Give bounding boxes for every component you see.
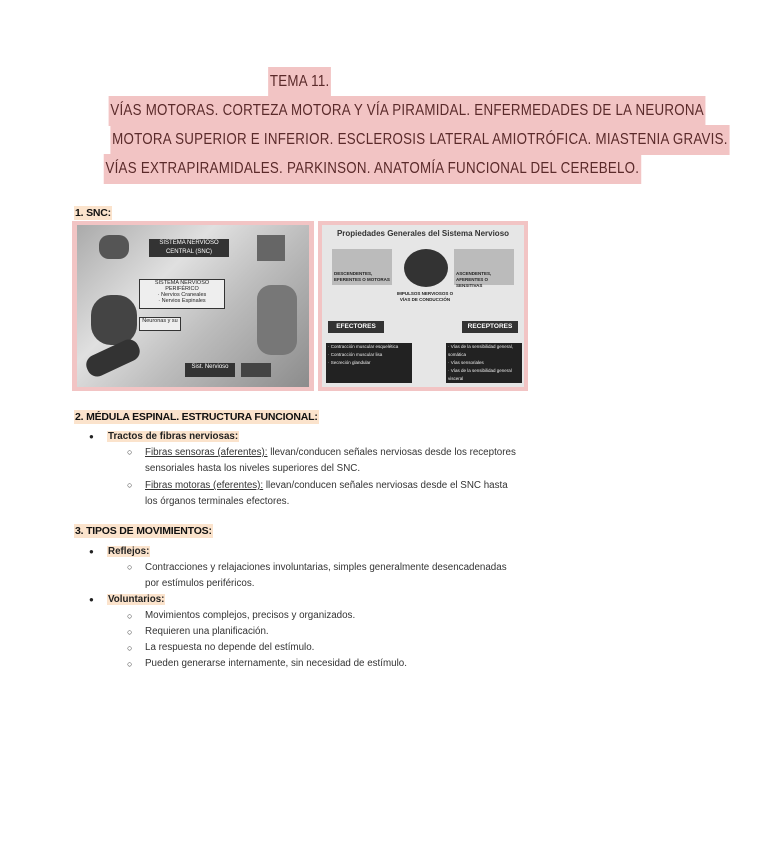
re-item-1: · Vías de la sensibilidad general, somática [448, 344, 514, 357]
descending-label: DESCENDENTES, EFERENTES O MOTORAS [334, 271, 390, 282]
spinal-illustration [257, 235, 285, 261]
reflejos-label: Reflejos: [108, 546, 150, 557]
impulses-label: IMPULSOS NERVIOSOS O VÍAS DE CONDUCCIÓN [396, 291, 454, 302]
eferentes-text-1: llevan/conducen señales nerviosas desde el SNC hasta [263, 480, 508, 491]
brain-icon [404, 249, 448, 287]
brain-illustration [99, 235, 129, 259]
list-item-eferentes [145, 478, 527, 510]
aferentes-text-1: llevan/conducen señales nerviosas desde los receptores [267, 447, 516, 458]
list-item-voluntarios-1: Movimientos complejos, precisos y organizados. [145, 610, 356, 621]
snp-box [139, 279, 225, 309]
list-item-voluntarios [107, 592, 165, 608]
diagram-heading: Propiedades Generales del Sistema Nervioso [336, 229, 510, 238]
circle-bullet-icon: ○ [127, 659, 133, 669]
reflejos-text-2: por estímulos periféricos. [145, 578, 255, 589]
body-illustration [257, 285, 297, 355]
title-line-2: VÍAS MOTORAS. CORTEZA MOTORA Y VÍA PIRAMIDAL. ENFERMEDADES DE LA NEURONA [109, 96, 706, 126]
aferentes-head: Fibras sensoras (aferentes): [145, 447, 268, 458]
receptores-list [446, 343, 522, 383]
neuron-illustration [91, 295, 137, 345]
section-heading-snc: 1. SNC: [75, 207, 111, 219]
aferentes-text-2: sensoriales hasta los niveles superiores del SNC. [145, 463, 361, 474]
bullet-icon: ● [89, 432, 94, 441]
eferentes-head: Fibras motoras (eferentes): [145, 480, 264, 491]
circle-bullet-icon: ○ [127, 611, 133, 621]
circle-bullet-icon: ○ [127, 562, 133, 572]
circle-bullet-icon: ○ [127, 447, 133, 457]
snp-sub1: · Nervios Craneales [157, 292, 207, 298]
snc-images [72, 221, 528, 393]
bottom-box-2 [241, 363, 271, 377]
circle-bullet-icon: ○ [127, 643, 133, 653]
section-heading-movimientos: 3. TIPOS DE MOVIMIENTOS: [75, 525, 212, 537]
ef-item-3: · Secreción glandular [328, 360, 371, 365]
section-heading-medula: 2. MÉDULA ESPINAL. ESTRUCTURA FUNCIONAL: [75, 411, 318, 423]
nervous-system-diagram [72, 221, 314, 391]
re-item-3: · Vías de la sensibilidad general visceral [448, 368, 512, 381]
title-line-1: TEMA 11. [268, 67, 331, 97]
circle-bullet-icon: ○ [127, 480, 133, 490]
circle-bullet-icon: ○ [127, 627, 133, 637]
re-item-2: · Vías sensoriales [448, 360, 484, 365]
bullet-icon: ● [89, 595, 94, 604]
snp-title: SISTEMA NERVIOSO PERIFÉRICO [154, 280, 210, 292]
snc-box: SISTEMA NERVIOSO CENTRAL (SNC) [149, 239, 229, 257]
nervous-system-properties-diagram [318, 221, 528, 391]
tractos-label: Tractos de fibras nerviosas: [108, 431, 239, 442]
eferentes-text-2: los órganos terminales efectores. [145, 496, 290, 507]
list-item-voluntarios-2: Requieren una planificación. [145, 626, 269, 637]
snp-sub2: · Nervios Espinales [158, 298, 206, 304]
neuron-label: Neuronas y su [139, 317, 181, 331]
efectores-list [326, 343, 412, 383]
title-line-4: VÍAS EXTRAPIRAMIDALES. PARKINSON. ANATOMÍA FUNCIONAL DEL CEREBELO. [104, 154, 641, 184]
title-line-3: MOTORA SUPERIOR E INFERIOR. ESCLEROSIS LATERAL AMIOTRÓFICA. MIASTENIA GRAVIS. [110, 125, 729, 155]
list-item-tractos [107, 429, 239, 445]
list-item-voluntarios-3: La respuesta no depende del estímulo. [145, 642, 315, 653]
ef-item-1: · Contracción muscular esquelética [328, 344, 399, 349]
ef-item-2: · Contracción muscular lisa [328, 352, 383, 357]
ascending-label: ASCENDENTES, AFERENTES O SENSITIVAS [456, 271, 492, 288]
list-item-reflejos-desc [145, 560, 527, 592]
list-item-aferentes [145, 445, 527, 477]
page-title [60, 68, 728, 183]
efectores-label: EFECTORES [328, 321, 384, 333]
list-item-reflejos [107, 544, 150, 560]
receptores-label: RECEPTORES [462, 321, 518, 333]
reflejos-text-1: Contracciones y relajaciones involuntarias, simples generalmente desencadenadas [145, 562, 507, 573]
list-item-voluntarios-4: Pueden generarse internamente, sin necesidad de estímulo. [145, 658, 407, 669]
voluntarios-label: Voluntarios: [108, 594, 165, 605]
bottom-box: Sist. Nervioso [185, 363, 235, 377]
bullet-icon: ● [89, 547, 94, 556]
